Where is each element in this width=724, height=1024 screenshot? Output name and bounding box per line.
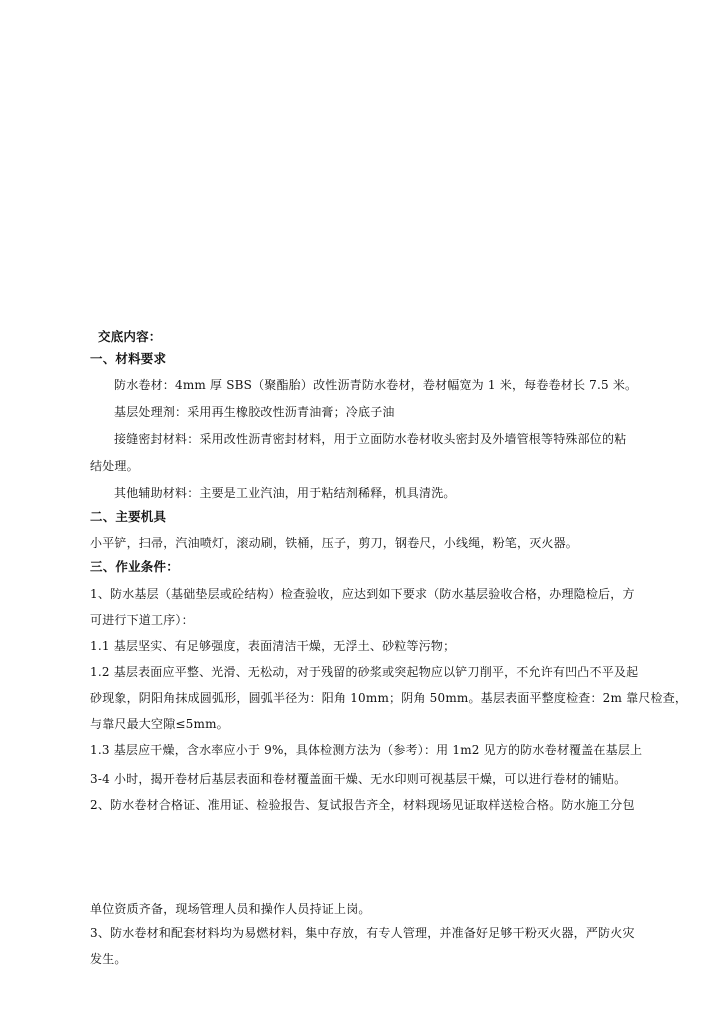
condition-line: 2、防水卷材合格证、准用证、检验报告、复试报告齐全，材料现场见证取样送检合格。防水施工分包 bbox=[90, 798, 635, 812]
condition-line: 1.2 基层表面应平整、光滑、无松动，对于残留的砂浆或突起物应以铲刀削平，不允许有凹凸不平及起 bbox=[90, 665, 639, 679]
condition-line: 3-4 小时，揭开卷材后基层表面和卷材覆盖面干燥、无水印则可视基层干燥，可以进行卷材的铺贴。 bbox=[90, 772, 627, 786]
paragraph-waterproof-membrane: 防水卷材：4mm 厚 SBS（聚酯胎）改性沥青防水卷材，卷材幅宽为 1 米，每卷卷材长 7.5 米。 bbox=[114, 378, 638, 392]
section-heading-tools: 二、主要机具 bbox=[90, 509, 167, 524]
paragraph-sealant: 接缝密封材料：采用改性沥青密封材料，用于立面防水卷材收头密封及外墙管根等特殊部位的粘 bbox=[114, 432, 627, 446]
section-heading-conditions: 三、作业条件： bbox=[90, 559, 179, 574]
paragraph-tools-list: 小平铲，扫帚，汽油喷灯，滚动刷，铁桶，压子，剪刀，钢卷尺，小线绳，粉笔，灭火器。 bbox=[90, 536, 579, 550]
document-title: 交底内容： bbox=[98, 329, 162, 344]
condition-line: 与靠尺最大空隙≤5mm。 bbox=[90, 717, 229, 731]
condition-line: 1、防水基层（基础垫层或砼结构）检查验收，应达到如下要求（防水基层验收合格，办理隐检后，方 bbox=[90, 587, 635, 601]
paragraph-auxiliary-materials: 其他辅助材料：主要是工业汽油，用于粘结剂稀释，机具清洗。 bbox=[114, 486, 456, 500]
paragraph-primer: 基层处理剂：采用再生橡胶改性沥青油膏；冷底子油 bbox=[114, 405, 395, 419]
section-heading-materials: 一、材料要求 bbox=[90, 351, 167, 366]
condition-line: 1.1 基层坚实、有足够强度，表面清洁干燥，无浮土、砂粒等污物； bbox=[90, 639, 456, 653]
condition-line: 发生。 bbox=[90, 952, 127, 966]
condition-line: 可进行下道工序）： bbox=[90, 613, 194, 627]
condition-line: 单位资质齐备，现场管理人员和操作人员持证上岗。 bbox=[90, 902, 371, 916]
condition-line: 1.3 基层应干燥，含水率应小于 9%，具体检测方法为（参考）：用 1m2 见方的防水卷材覆盖在基层上 bbox=[90, 743, 643, 757]
paragraph-sealant-continued: 结处理。 bbox=[90, 459, 139, 473]
condition-line: 3、防水卷材和配套材料均为易燃材料，集中存放，有专人管理，并准备好足够干粉灭火器，严防火灾 bbox=[90, 926, 635, 940]
condition-line: 砂现象，阴阳角抹成圆弧形，圆弧半径为：阳角 10mm；阴角 50mm。基层表面平整度检查：2m 靠尺检查， bbox=[90, 691, 688, 705]
